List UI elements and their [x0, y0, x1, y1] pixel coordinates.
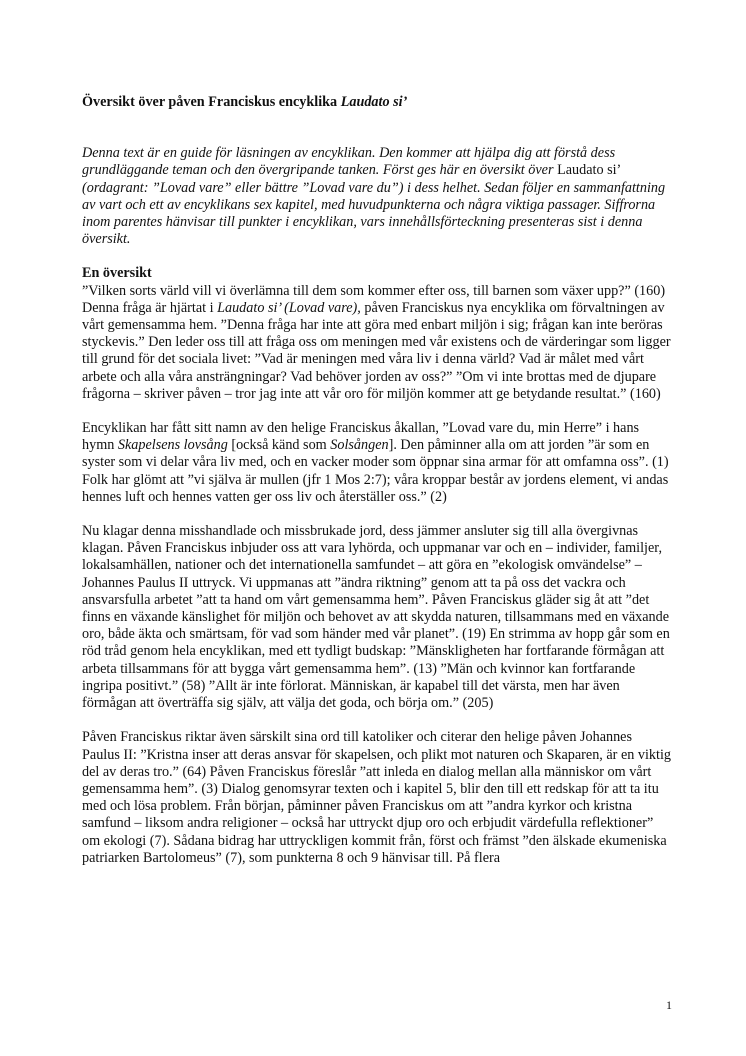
body-paragraph-2: Encyklikan har fått sitt namn av den helige Franciskus åkallan, ”Lovad vare du, min Herre” i hans hymn Skapelsens lovsång [också känd som Solsången]. Den påminner alla om att jorden ”är som en syster som vi delar våra liv med, och en vacker moder som öppnar sina armar för att omfamna oss”. (1) Folk har glömt att ”vi själva är mullen (jfr 1 Mos 2:7); våra kroppar består av jordens element, vi andas hennes luft och hennes vatten ger oss liv och återställer oss.” (2)	[82, 420, 669, 505]
document-title: Översikt över påven Franciskus encyklika Laudato si’	[82, 94, 408, 110]
page-content	[82, 94, 672, 867]
body-paragraph-4: Påven Franciskus riktar även särskilt sina ord till katoliker och citerar den helige påven Johannes Paulus II: ”Kristna inser att deras ansvar för skapelsen, och plikt mot naturen och Skaparen, är en viktig del av deras tro.” (64) Påven Franciskus föreslår ”att inleda en dialog mellan alla människor om vårt gemensamma hem”. (3) Dialog genomsyrar texten och i kapitel 5, blir den till ett redskap för att ta itu med och lösa problem. Från början, påminner påven Franciskus om att ”andra kyrkor och kristna samfund – liksom andra religioner – också har uttryckt djup oro och erbjudit värdefulla reflektioner” om ekologi (7). Sådana bidrag har uttryckligen kommit från, först och främst ”den älskade ekumeniska patriarken Bartolomeus” (7), som punkterna 8 och 9 hänvisar till. På flera	[82, 729, 672, 866]
page-number: 1	[666, 998, 672, 1012]
intro-paragraph: Denna text är en guide för läsningen av encyklikan. Den kommer att hjälpa dig att förstå dess grundläggande teman och den övergripande tanken. Först ges här en översikt över Laudato si’ (ordagrant: ”Lovad vare” eller bättre ”Lovad vare du”) i dess helhet. Sedan följer en sammanfattning av vart och ett av encyklikans sex kapitel, med huvudpunkterna och några viktiga passager. Siffrorna inom parentes hänvisar till punkter i encyklikan, vars innehållsförteckning presenteras sist i denna översikt.	[82, 145, 666, 248]
body-paragraph-1: ”Vilken sorts värld vill vi överlämna till dem som kommer efter oss, till barnen som växer upp?” (160) Denna fråga är hjärtat i Laudato si’ (Lovad vare), påven Franciskus nya encyklika om förvaltningen av vårt gemensamma hem. ”Denna fråga har inte att göra med enbart miljön i sig; frågan kan inte beröras styckevis.” Den leder oss till att fråga oss om meningen med vår existens och de värderingar som ligger till grund för det sociala livet: ”Vad är meningen med våra liv i denna värld? Vad är målet med vårt arbete och alla våra ansträngningar? Vad behöver jorden av oss?” ”Om vi inte brottas med de djupare frågorna – skriver påven – tror jag inte att vår oro för miljön kommer att ge betydande resultat.” (160)	[82, 282, 671, 402]
intro-upright-title: Laudato si’	[557, 162, 622, 179]
section-heading: En översikt	[82, 265, 152, 282]
title-italic: Laudato si’	[340, 94, 408, 110]
body-paragraph-3: Nu klagar denna misshandlade och missbrukade jord, dess jämmer ansluter sig till alla övergivnas klagan. Påven Franciskus inbjuder oss att vara lyhörda, och uppmanar var och en – individer, familjer, lokalsamhällen, nationer och det internationella samfundet – att göra en ”ekologisk omvändelse” – Johannes Paulus II uttryck. Vi uppmanas att ”ändra riktning” genom att ta på oss det vackra och ansvarsfulla arbetet ”att ta hand om vårt gemensamma hem”. Påven Franciskus gläder sig åt att ”det finns en växande känslighet för miljön och behovet av att skydda naturen, tillsammans med en växande oro, både äkta och smärtsam, för vad som händer med vår planet”. (19) En strimma av hopp går som en röd tråd genom hela encyklikan, med ett tydligt budskap: ”Mänskligheten har fortfarande förmågan att arbeta tillsammans för att bygga vårt gemensamma hem”. (13) ”Män och kvinnor kan fortfarande ingripa positivt.” (58) ”Allt är inte förlorat. Människan, är kapabel till det värsta, men har även förmågan att överträffa sig själv, att välja det goda, och börja om.” (205)	[82, 523, 670, 712]
